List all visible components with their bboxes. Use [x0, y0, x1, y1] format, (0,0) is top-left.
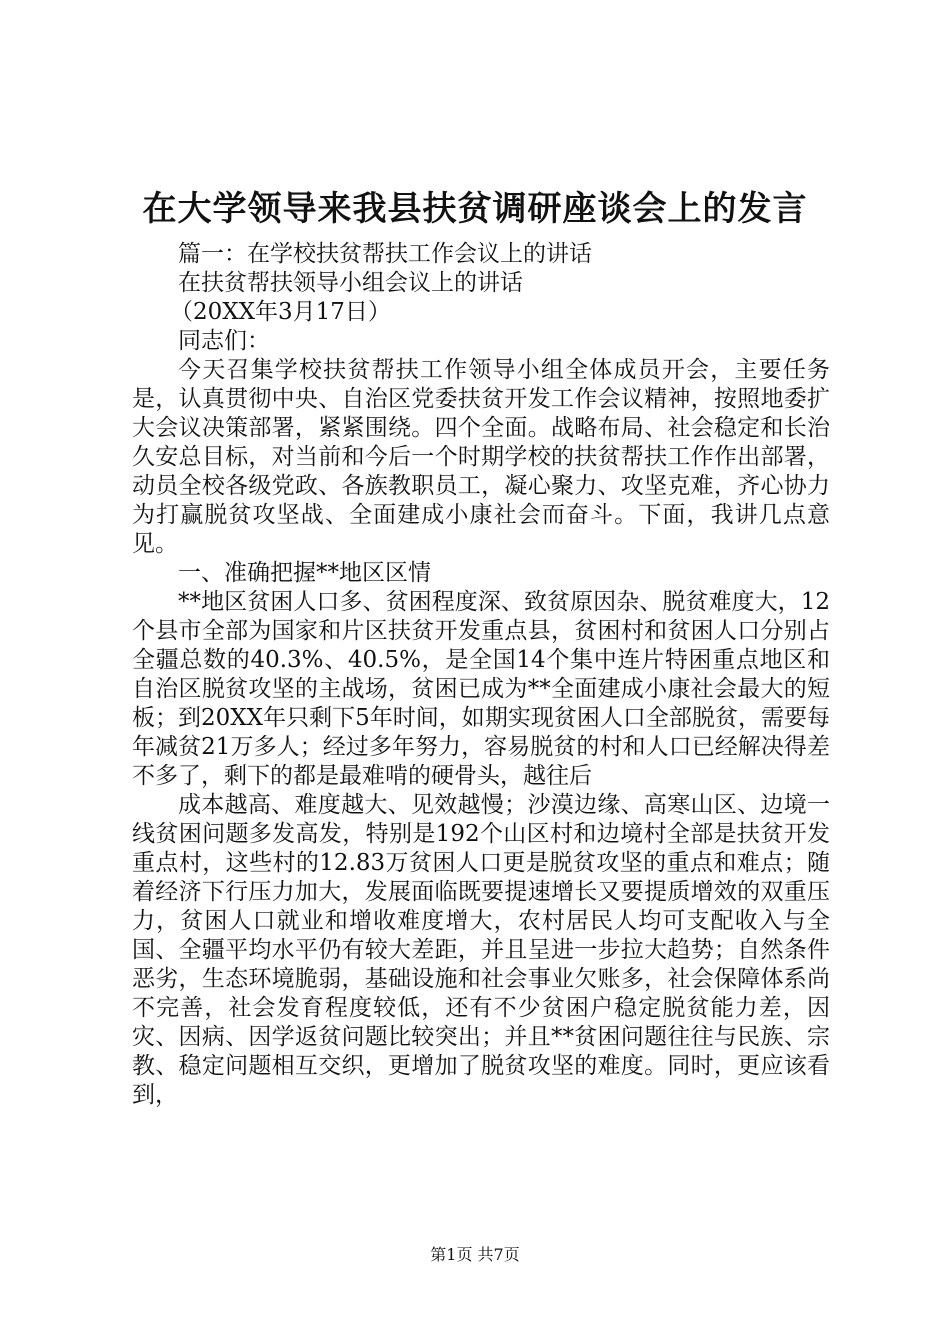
page-footer: 第1页 共7页	[430, 1245, 520, 1264]
section-heading: 篇一：在学校扶贫帮扶工作会议上的讲话	[178, 241, 592, 267]
document-title: 在大学领导来我县扶贫调研座谈会上的发言	[142, 189, 808, 229]
body-paragraph: 今天召集学校扶贫帮扶工作领导小组全体成员开会，主要任务是，认真贯彻中央、自治区党委扶贫开发工作会议精神，按照地委扩大会议决策部署，紧紧围绕。四个全面。战略布局、社会稳定和长治久安总目标，对当前和今后一个时期学校的扶贫帮扶工作作出部署，动员全校各级党政、各族教职员工，凝心聚力、攻坚克难，齐心协力为打赢脱贫攻坚战、全面建成小康社会而奋斗。下面，我讲几点意见。	[132, 357, 830, 557]
subsection-heading: 一、准确把握**地区区情	[178, 560, 431, 586]
body-paragraph: 成本越高、难度越大、见效越慢；沙漠边缘、高寒山区、边境一线贫困问题多发高发，特别是192个山区村和边境村全部是扶贫开发重点村，这些村的12.83万贫困人口更是脱贫攻坚的重点和难点；随着经济下行压力加大，发展面临既要提速增长又要提质增效的双重压力，贫困人口就业和增收难度增大，农村居民人均可支配收入与全国、全疆平均水平仍有较大差距，并且呈进一步拉大趋势；自然条件恶劣，生态环境脆弱，基础设施和社会事业欠账多，社会保障体系尚不完善，社会发育程度较低，还有不少贫困户稳定脱贫能力差，因灾、因病、因学返贫问题比较突出；并且**贫困问题往往与民族、宗教、稳定问题相互交织，更增加了脱贫攻坚的难度。同时，更应该看到，	[132, 792, 830, 1108]
salutation: 同志们：	[178, 328, 270, 354]
speech-title: 在扶贫帮扶领导小组会议上的讲话	[178, 270, 523, 296]
body-paragraph: **地区贫困人口多、贫困程度深、致贫原因杂、脱贫难度大，12个县市全部为国家和片区扶贫开发重点县，贫困村和贫困人口分别占全疆总数的40.3%、40.5%，是全国14个集中连片特困重点地区和自治区脱贫攻坚的主战场，贫困已成为**全面建成小康社会最大的短板；到20XX年只剩下5年时间，如期实现贫困人口全部脱贫，需要每年减贫21万多人；经过多年努力，容易脱贫的村和人口已经解决得差不多了，剩下的都是最难啃的硬骨头，越往后	[132, 589, 830, 789]
speech-date: （20XX年3月17日）	[170, 299, 391, 325]
document-body	[132, 240, 830, 1110]
